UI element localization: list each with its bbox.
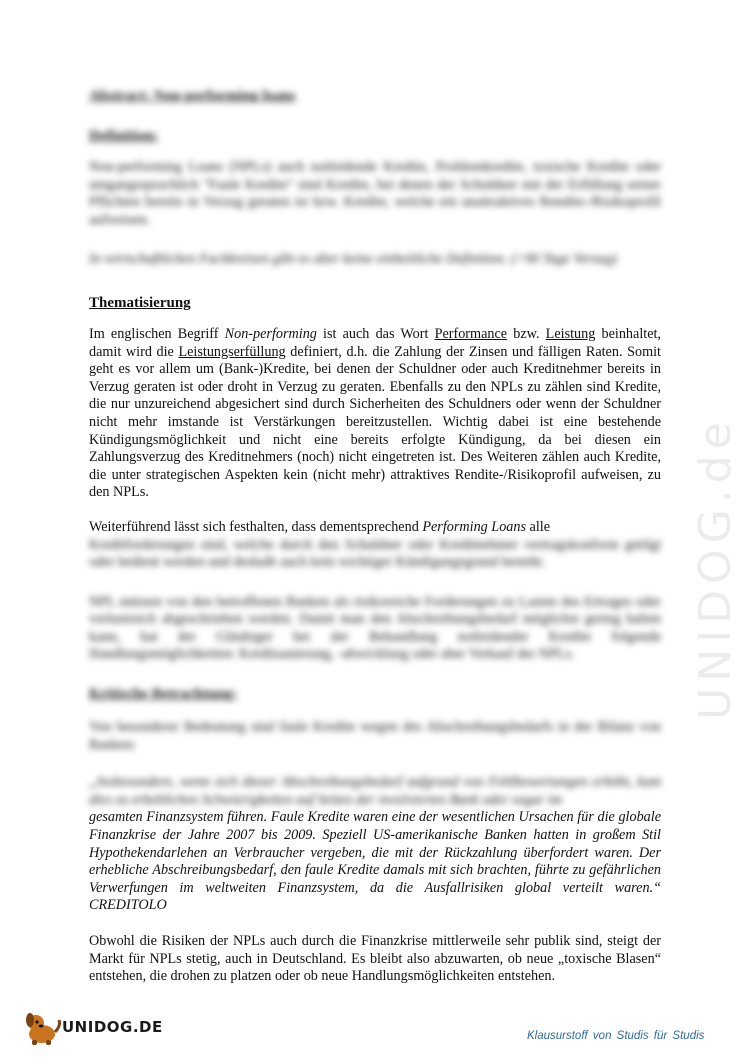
thematisierung-paragraph-2-blurred: Kreditforderungen sind, welche durch den Schuldner oder Kreditnehmer vertragskonform getilgt oder bedient werden und deshalb auch kein wichtiger Kündigungsgrund besteht. xyxy=(89,536,661,571)
definition-note: In wirtschaftlichen Fachkreisen gibt es aber keine einheitliche Definition. (>90 Tage Verzug) xyxy=(89,251,617,268)
text-run-underlined: Leistungserfüllung xyxy=(178,343,286,360)
thematisierung-paragraph-1 xyxy=(89,326,661,502)
unidog-logo xyxy=(22,1010,162,1046)
text-run: alle xyxy=(526,518,551,535)
text-run: Weiterführend lässt sich festhalten, dass dementsprechend xyxy=(89,518,423,535)
thematisierung-heading: Thematisierung xyxy=(89,294,191,311)
text-run-underlined: Leistung xyxy=(545,325,596,342)
kritik-paragraph: Von besonderer Bedeutung sind faule Kredite wegen des Abschreibungsbedarfs in der Bilanz von Banken: xyxy=(89,719,661,753)
kritik-heading: Kritische Betrachtung: xyxy=(89,686,237,703)
text-run: Im englischen Begriff xyxy=(89,325,225,342)
quote-paragraph: gesamten Finanzsystem führen. Faule Kredite waren eine der wesentlichen Ursachen für die globale Finanzkrise der Jahre 2007 bis 2009. Speziell US-amerikanische Banken hatten in großem Stil Hypothekendarlehen an Verbraucher vergeben, die mit der Rückzahlung überfordert waren. Der erhebliche Abschreibungsbedarf, den faule Kredite damals mit sich brachten, führte zu gefährlichen Verwerfungen im weltweiten Finanzsystem, da die Ausfallrisiken global verteilt waren.“ CREDITOLO xyxy=(89,809,661,914)
document-title: Abstract: Non-performing loans xyxy=(89,88,296,104)
closing-paragraph: Obwohl die Risiken der NPLs auch durch die Finanzkrise mittlerweile sehr publik sind, steigt der Markt für NPLs stetig, auch in Deutschland. Es bleibt also abzuwarten, ob neue „toxische Blasen“ entstehen, die drohen zu platzen oder ob neue Handlungsmöglichkeiten entstehen. xyxy=(89,933,661,985)
text-run-italic: Non-performing xyxy=(224,325,317,342)
logo-text: UNIDOG.DE xyxy=(62,1018,163,1036)
watermark: UNIDOG.de xyxy=(690,416,741,720)
text-run: beinhaltet, damit wird die xyxy=(89,325,661,360)
dog-icon xyxy=(22,1010,62,1046)
thematisierung-paragraph-3: NPL müssen von den betroffenen Banken als risikoreiche Forderungen zu Lasten des Ertrages oder verlustreich abgeschrieben werden. Damit man den Abschreibungsbedarf möglichst gering halten kann, hat der Gläubiger bei der Behandlung notleidender Kredite folgende Handlungsmöglichkeiten: Kreditsanierung, -abwicklung oder aber Verkauf der NPLs. xyxy=(89,593,661,663)
text-run: bzw. xyxy=(507,325,546,342)
document-body xyxy=(89,88,661,986)
quote-blurred: „Insbesondere, wenn sich dieser Abschreibungsbedarf aufgrund von Fehlbewertungen erhöht, kam dies zu erheblichen Schwierigkeiten auf Seiten der involvierten Bank oder sogar im xyxy=(89,774,661,808)
thematisierung-paragraph-2 xyxy=(89,519,661,537)
definition-heading: Definition: xyxy=(89,128,159,144)
text-run-italic: Performing Loans xyxy=(422,518,526,535)
definition-paragraph: Non-performing Loans (NPLs) auch notleidende Kredite, Problemkredite, toxische Kredite oder umgangssprachlich "Faule Kredite" sind Kredite, bei denen der Schuldner mit der Erfüllung seiner Pflichten bereits in Verzug geraten ist bzw. Kredite, welche ein unattraktives Rendite-/Risikoprofil aufweisen. xyxy=(89,159,661,228)
footer-slogan: Klausurstoff von Studis für Studis xyxy=(527,1030,705,1042)
text-run: ist auch das Wort xyxy=(316,325,435,342)
text-run: definiert, d.h. die Zahlung der Zinsen und fälligen Raten. Somit geht es vor allem um (Bank-)Kredite, bei denen der Schuldner oder auch Kreditnehmer bereits in Verzug geraten ist oder droht in Verzug zu geraten. Ebenfalls zu den NPLs zu zählen sind Kredite, die nur unzureichend abgesichert sind durch Sicherheiten des Schuldners oder wenn der Schuldner nicht mehr imstande ist Verstärkungen bereitzustellen. Wichtig dabei ist eine bestehende Kündigungsmöglichkeit und nicht eine bereits erfolgte Kündigung, da bei diesen ein Zahlungsverzug des Kreditnehmers (noch) nicht eingetreten ist. Des Weiteren zählen auch Kredite, die unter strategischen Aspekten kein (nicht mehr) attraktives Rendite-/Risikoprofil aufweisen, zu den NPLs. xyxy=(89,343,661,501)
text-run-underlined: Performance xyxy=(434,325,508,342)
